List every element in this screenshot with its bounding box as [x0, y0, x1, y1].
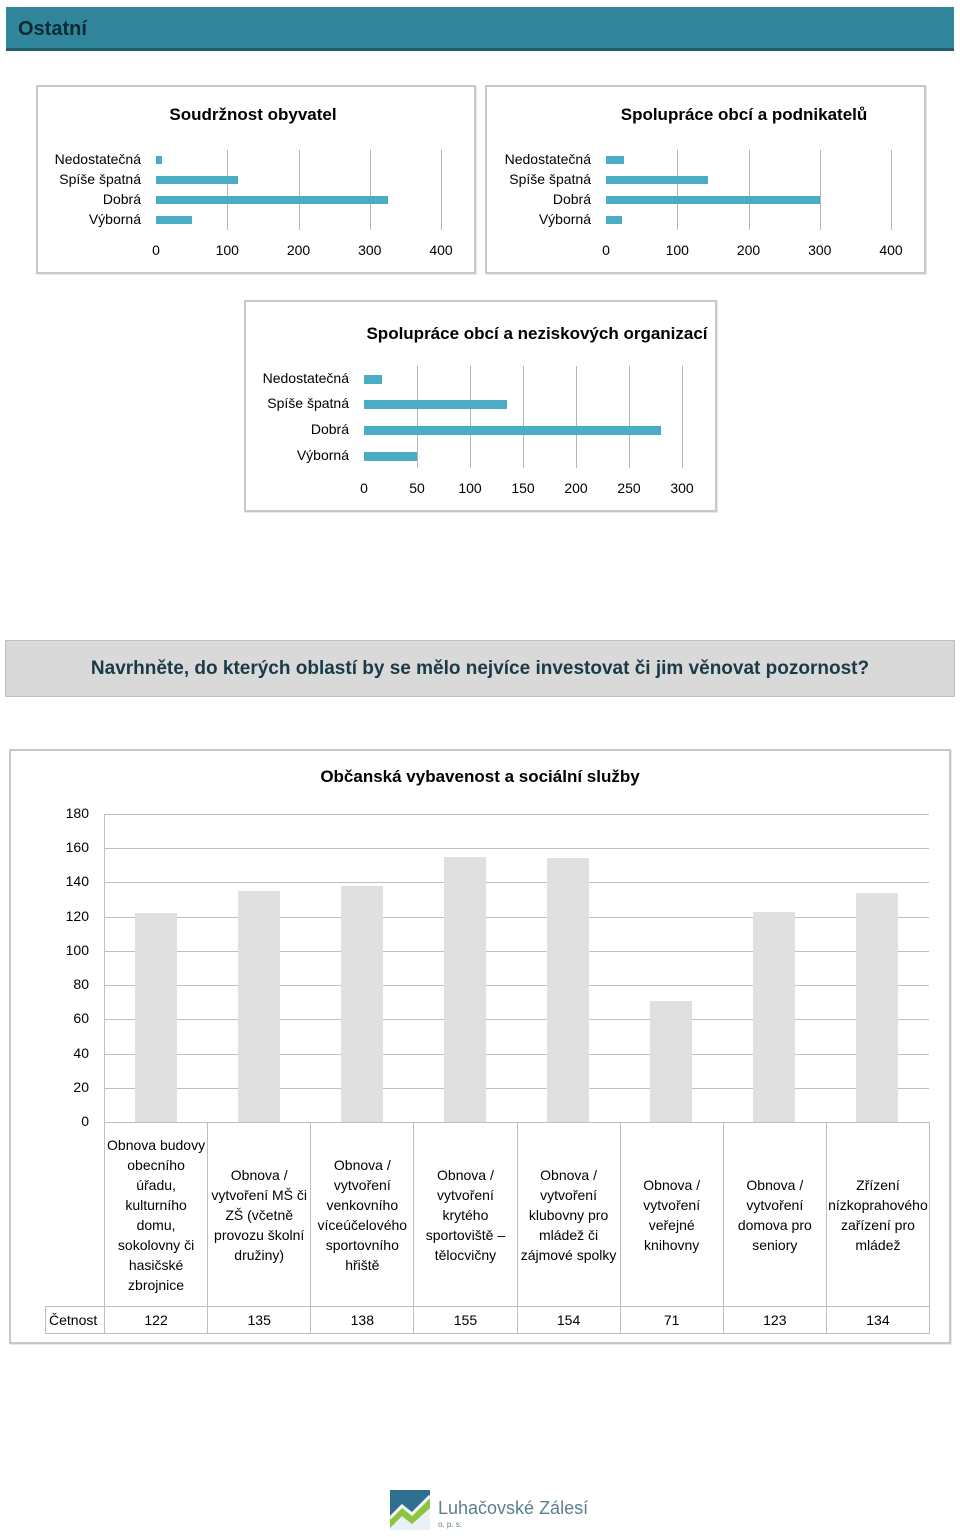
column-bar	[650, 1001, 692, 1122]
x-tick-label: 300	[808, 242, 832, 258]
question-text: Navrhněte, do kterých oblastí by se mělo nejvíce investovat či jim věnovat pozornost?	[90, 658, 870, 679]
category-label: Dobrá	[102, 191, 141, 207]
category-label: Dobrá	[552, 191, 591, 207]
y-tick-label: 60	[73, 1010, 89, 1027]
bar	[156, 176, 238, 184]
category-label: Spíše špatná	[509, 171, 591, 187]
y-axis	[104, 814, 105, 1122]
x-tick-label: 100	[215, 242, 239, 258]
gridline	[104, 985, 929, 986]
gridline	[104, 917, 929, 918]
logo-text: Luhačovské Zálesí	[438, 1498, 588, 1518]
bar	[364, 426, 661, 435]
category-label: Výborná	[88, 211, 141, 227]
gridline	[227, 150, 228, 230]
y-tick-label: 120	[65, 907, 89, 924]
category-label: Nedostatečná	[262, 370, 349, 386]
x-tick-label: 400	[879, 242, 903, 258]
value-cell: 123	[723, 1306, 827, 1334]
series-label-cell: Četnost	[45, 1306, 105, 1334]
gridline	[104, 1088, 929, 1089]
x-tick-label: 300	[670, 480, 694, 496]
category-cell: Obnova budovy obecního úřadu, kulturního domu, sokolovny či hasičské zbrojnice	[104, 1122, 208, 1307]
gridline	[299, 150, 300, 230]
y-tick-label: 180	[65, 805, 89, 821]
gridline	[677, 150, 678, 230]
x-tick-label: 100	[458, 480, 482, 496]
y-tick-label: 160	[65, 839, 89, 856]
gridline	[891, 150, 892, 230]
logo-mark-icon	[390, 1490, 430, 1530]
section-header	[6, 7, 954, 51]
x-tick-label: 200	[736, 242, 761, 258]
category-label: Nedostatečná	[504, 151, 591, 167]
chart-title: Spolupráce obcí a neziskových organizací	[366, 324, 708, 343]
bar	[606, 216, 622, 224]
gridline	[104, 814, 929, 815]
x-tick-label: 250	[617, 480, 641, 496]
value-cell: 138	[310, 1306, 414, 1334]
gridline	[104, 1019, 929, 1020]
column-bar	[547, 858, 589, 1122]
value-cell: 155	[413, 1306, 517, 1334]
category-cell: Obnova / vytvoření venkovního víceúčelového sportovního hřiště	[310, 1122, 414, 1307]
gridline	[749, 150, 750, 230]
gridline	[820, 150, 821, 230]
x-tick-label: 0	[602, 242, 610, 258]
chart-title: Spolupráce obcí a podnikatelů	[620, 105, 868, 124]
value-cell: 134	[826, 1306, 930, 1334]
category-cell: Obnova / vytvoření klubovny pro mládež či zájmové spolky	[517, 1122, 621, 1307]
y-tick-label: 80	[73, 976, 89, 993]
x-tick-label: 100	[665, 242, 689, 258]
bar	[364, 452, 417, 461]
question-banner	[5, 640, 955, 697]
y-tick-label: 20	[73, 1078, 89, 1095]
gridline	[629, 366, 630, 468]
value-cell: 154	[517, 1306, 621, 1334]
chart-title: Soudržnost obyvatel	[169, 105, 337, 124]
y-tick-label: 140	[65, 873, 89, 890]
column-bar	[135, 913, 177, 1122]
gridline	[682, 366, 683, 468]
gridline	[441, 150, 442, 230]
x-tick-label: 300	[358, 242, 382, 258]
gridline	[104, 882, 929, 883]
value-cell: 135	[207, 1306, 311, 1334]
gridline	[576, 366, 577, 468]
x-tick-label: 0	[360, 480, 368, 496]
y-tick-label: 40	[73, 1044, 89, 1061]
value-cell: 71	[620, 1306, 724, 1334]
category-cell: Obnova / vytvoření domova pro seniory	[723, 1122, 827, 1307]
bar	[606, 176, 708, 184]
gridline	[523, 366, 524, 468]
bar	[156, 156, 162, 164]
column-bar	[341, 886, 383, 1122]
chart-title: Občanská vybavenost a sociální služby	[320, 767, 640, 786]
category-cell: Obnova / vytvoření MŠ či ZŠ (včetně provozu školní družiny)	[207, 1122, 311, 1307]
x-tick-label: 150	[511, 480, 535, 496]
gridline	[470, 366, 471, 468]
x-tick-label: 200	[564, 480, 588, 496]
logo-subtext: o. p. s.	[438, 1520, 463, 1529]
bar	[364, 375, 382, 384]
y-tick-label: 0	[81, 1113, 89, 1129]
column-bar	[856, 893, 898, 1122]
gridline	[104, 848, 929, 849]
x-tick-label: 400	[429, 242, 453, 258]
x-tick-label: 0	[152, 242, 160, 258]
category-label: Dobrá	[310, 421, 349, 437]
column-bar	[238, 891, 280, 1122]
category-label: Spíše špatná	[267, 395, 349, 411]
column-bar	[444, 857, 486, 1122]
bar	[156, 216, 192, 224]
category-label: Spíše špatná	[59, 171, 141, 187]
category-cell: Zřízení nízkoprahového zařízení pro mládež	[826, 1122, 930, 1307]
section-title: Ostatní	[18, 18, 87, 40]
column-bar	[753, 912, 795, 1122]
category-label: Výborná	[296, 447, 349, 463]
category-label: Nedostatečná	[54, 151, 141, 167]
category-cell: Obnova / vytvoření veřejné knihovny	[620, 1122, 724, 1307]
gridline	[104, 951, 929, 952]
value-cell: 122	[104, 1306, 208, 1334]
bar	[606, 196, 820, 204]
category-label: Výborná	[538, 211, 591, 227]
category-cell: Obnova / vytvoření krytého sportoviště – tělocvičny	[413, 1122, 517, 1307]
y-tick-label: 100	[65, 941, 89, 958]
gridline	[104, 1054, 929, 1055]
bar	[156, 196, 388, 204]
gridline	[417, 366, 418, 468]
bar	[364, 400, 507, 409]
x-tick-label: 200	[286, 242, 311, 258]
gridline	[370, 150, 371, 230]
bar	[606, 156, 624, 164]
brand-logo	[388, 1488, 588, 1532]
x-tick-label: 50	[409, 480, 425, 496]
